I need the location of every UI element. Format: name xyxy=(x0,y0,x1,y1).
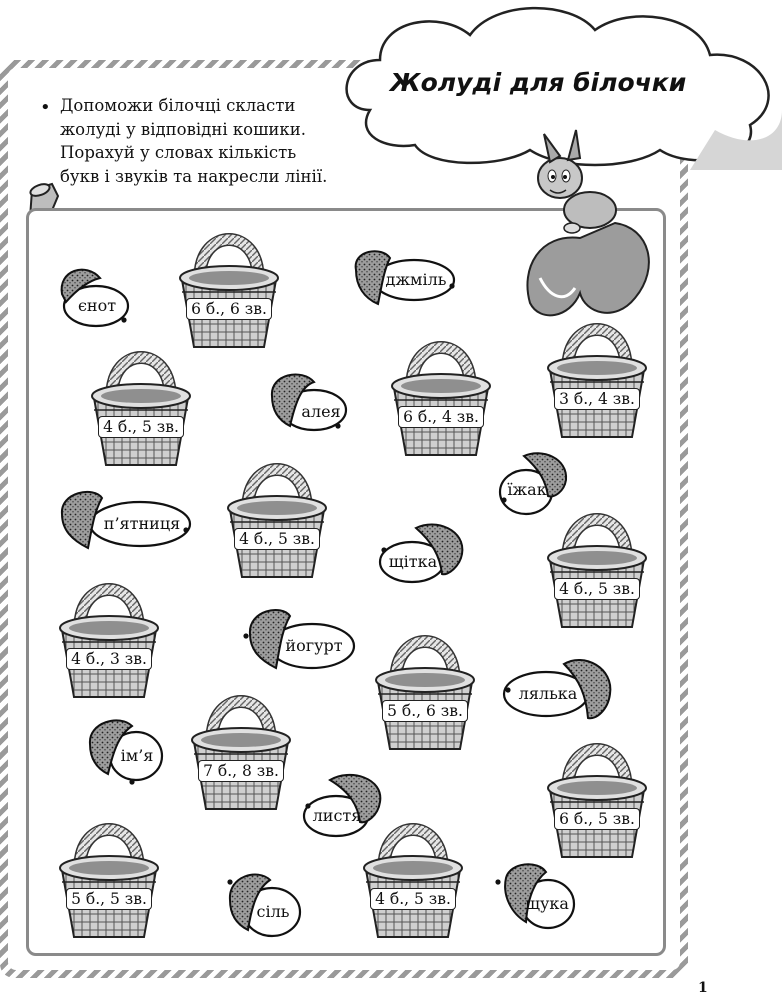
acorn-icon xyxy=(300,770,390,840)
acorn-1[interactable] xyxy=(56,264,132,328)
basket-5[interactable] xyxy=(222,462,332,582)
basket-icon xyxy=(222,462,332,582)
basket-10[interactable] xyxy=(542,742,652,862)
instruction-line-3: Порахуй у словах кількість xyxy=(60,143,297,162)
basket-icon xyxy=(542,742,652,862)
instructions xyxy=(40,94,380,188)
basket-icon xyxy=(358,822,468,942)
basket-label: 6 б., 5 зв. xyxy=(554,808,640,830)
acorn-word: щука xyxy=(525,894,569,913)
basket-icon xyxy=(174,232,284,352)
basket-label: 5 б., 5 зв. xyxy=(66,888,152,910)
acorn-8[interactable] xyxy=(500,654,616,728)
basket-label: 4 б., 3 зв. xyxy=(66,648,152,670)
page-number: 1 xyxy=(698,980,708,996)
instruction-line-2: жолуді у відповідні кошики. xyxy=(60,119,306,139)
basket-icon xyxy=(542,322,652,442)
acorn-6[interactable] xyxy=(376,520,466,584)
basket-label: 6 б., 4 зв. xyxy=(398,406,484,428)
basket-label: 6 б., 6 зв. xyxy=(186,298,272,320)
basket-label: 7 б., 8 зв. xyxy=(198,760,284,782)
bullet: • xyxy=(40,97,51,118)
basket-8[interactable] xyxy=(370,634,480,754)
acorn-11[interactable] xyxy=(226,870,304,940)
page-title: Жолуді для білочки xyxy=(390,68,687,97)
acorn-10[interactable] xyxy=(300,770,390,840)
squirrel-icon xyxy=(520,128,670,328)
basket-label: 4 б., 5 зв. xyxy=(234,528,320,550)
acorn-2[interactable] xyxy=(348,248,458,310)
acorn-word: листя xyxy=(312,806,362,825)
basket-7[interactable] xyxy=(54,582,164,702)
basket-12[interactable] xyxy=(358,822,468,942)
basket-11[interactable] xyxy=(54,822,164,942)
acorn-word: йогурт xyxy=(285,636,343,655)
basket-icon xyxy=(542,512,652,632)
basket-1[interactable] xyxy=(174,232,284,352)
acorn-12[interactable] xyxy=(494,862,578,932)
instruction-line-4: букв і звуків та накресли лінії. xyxy=(60,166,328,186)
basket-icon xyxy=(54,822,164,942)
basket-icon xyxy=(386,340,496,460)
acorn-9[interactable] xyxy=(86,716,166,784)
acorn-word: їжак xyxy=(507,480,547,499)
basket-2[interactable] xyxy=(86,350,196,470)
acorn-7[interactable] xyxy=(242,606,360,672)
basket-icon xyxy=(54,582,164,702)
basket-3[interactable] xyxy=(386,340,496,460)
acorn-word: ім’я xyxy=(120,746,154,765)
acorn-word: щітка xyxy=(388,552,438,571)
basket-label: 3 б., 4 зв. xyxy=(554,388,640,410)
basket-icon xyxy=(186,694,296,814)
acorn-word: лялька xyxy=(518,684,578,703)
acorn-word: сіль xyxy=(256,902,290,921)
basket-label: 4 б., 5 зв. xyxy=(370,888,456,910)
basket-4[interactable] xyxy=(542,322,652,442)
basket-9[interactable] xyxy=(186,694,296,814)
basket-icon xyxy=(370,634,480,754)
basket-label: 4 б., 5 зв. xyxy=(98,416,184,438)
instruction-line-1: Допоможи білочці скласти xyxy=(60,96,296,115)
acorn-4[interactable] xyxy=(496,448,572,518)
acorn-5[interactable] xyxy=(54,488,194,554)
basket-icon xyxy=(86,350,196,470)
acorn-3[interactable] xyxy=(268,370,352,434)
acorn-word: алея xyxy=(301,402,341,421)
basket-label: 4 б., 5 зв. xyxy=(554,578,640,600)
acorn-word: п’ятниця xyxy=(103,514,181,533)
acorn-word: єнот xyxy=(77,296,117,315)
acorn-word: джміль xyxy=(385,270,447,289)
basket-6[interactable] xyxy=(542,512,652,632)
basket-label: 5 б., 6 зв. xyxy=(382,700,468,722)
